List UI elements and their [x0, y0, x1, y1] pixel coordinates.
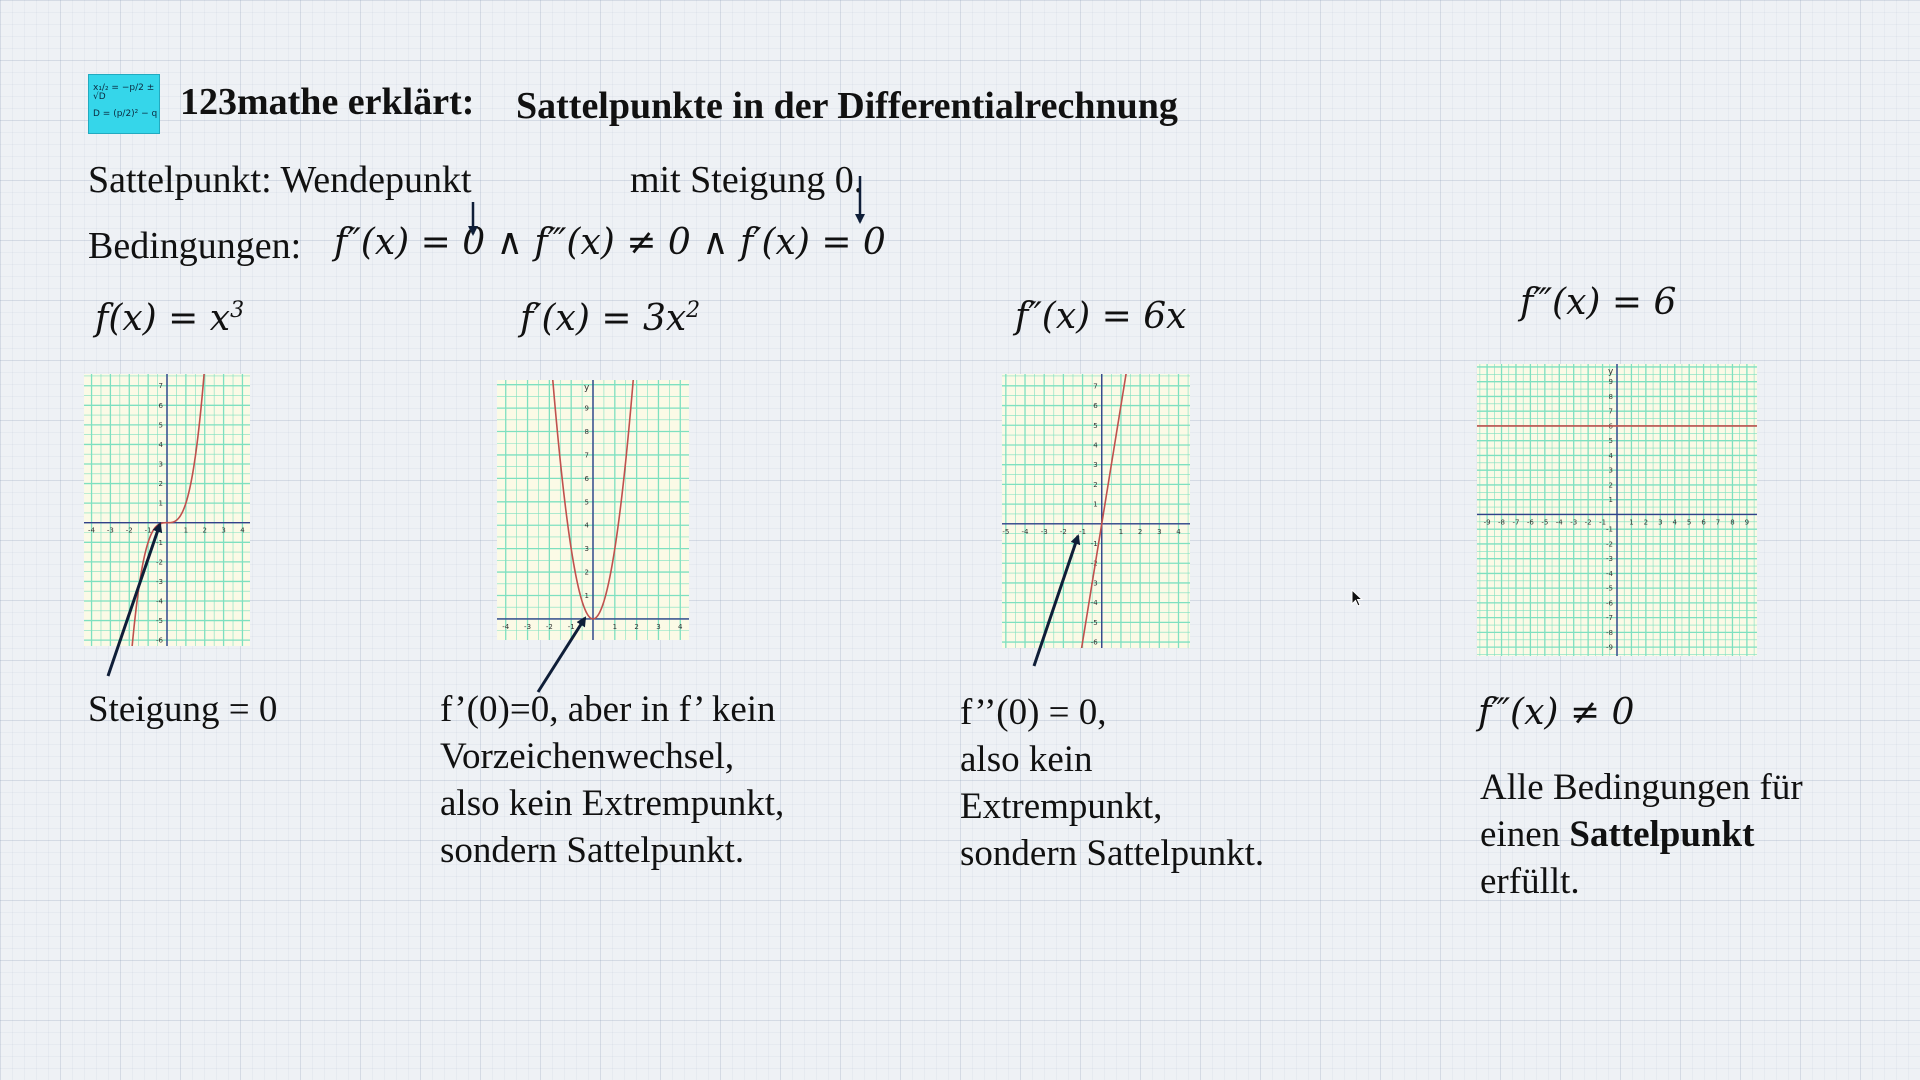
x-tick-label: 2 [1137, 527, 1143, 536]
y-tick-label: -1 [1606, 525, 1613, 534]
x-tick-label: -1 [567, 622, 575, 631]
y-tick-label: -4 [1606, 569, 1613, 578]
y-axis-label: y [584, 383, 590, 393]
arrow-parabola [538, 618, 585, 692]
x-tick-label: -6 [1526, 518, 1534, 527]
y-tick-label: 5 [1608, 437, 1613, 446]
x-tick-label: -3 [524, 622, 532, 631]
y-tick-label: -4 [1090, 599, 1098, 608]
y-tick-label: 2 [158, 480, 163, 489]
definition-part2: mit Steigung 0. [630, 159, 864, 201]
definition-part1: Sattelpunkt: Wendepunkt [88, 159, 472, 201]
x-tick-label: -2 [125, 526, 133, 535]
x-tick-label: -1 [1079, 527, 1087, 536]
y-tick-label: 4 [158, 440, 163, 449]
logo-formula-1: x₁/₂ = −p/2 ± √D [93, 83, 155, 102]
x-tick-label: 7 [1715, 518, 1721, 527]
x-tick-label: 4 [1672, 518, 1677, 527]
page-title: Sattelpunkte in der Differentialrechnung [516, 85, 1178, 127]
x-tick-label: 2 [1643, 518, 1649, 527]
y-tick-label: 3 [584, 545, 589, 554]
x-tick-label: 4 [240, 526, 245, 535]
x-tick-label: 5 [1686, 518, 1692, 527]
x-tick-label: 6 [1701, 518, 1706, 527]
x-tick-label: 4 [1176, 527, 1181, 536]
x-tick-label: -9 [1483, 518, 1491, 527]
y-tick-label: -3 [1090, 579, 1098, 588]
x-tick-label: 2 [634, 622, 639, 631]
condition-third-derivative: f‴(x) ≠ 0 [1478, 692, 1635, 733]
y-tick-label: -6 [1090, 638, 1098, 647]
conditions-label: Bedingungen: [88, 225, 302, 267]
y-tick-label: 2 [1608, 481, 1613, 490]
x-tick-label: 4 [678, 622, 683, 631]
x-tick-label: -4 [502, 622, 510, 631]
y-tick-label: -7 [1606, 614, 1613, 623]
formula-f-prime: $f'(x) = 3x^2$ [520, 298, 701, 339]
y-tick-label: 9 [1608, 378, 1613, 387]
formula-f-third: f‴(x) = 6 [1520, 282, 1677, 323]
note-line: f’’(0) = 0, also kein Extrempunkt, sondern Sattelpunkt. [960, 692, 1265, 874]
y-tick-label: 7 [1093, 382, 1098, 391]
y-tick-label: 6 [1093, 402, 1098, 411]
note-parabola: f’(0)=0, aber in f’ kein Vorzeichenwechsel, also kein Extrempunkt, sondern Sattelpunkt. [440, 689, 785, 871]
x-tick-label: -5 [1541, 518, 1549, 527]
x-tick-label: 3 [221, 526, 226, 535]
y-tick-label: -4 [156, 597, 163, 606]
x-tick-label: -2 [1584, 518, 1592, 527]
y-tick-label: 1 [1608, 496, 1613, 505]
y-tick-label: -8 [1606, 628, 1613, 637]
x-tick-label: 3 [1658, 518, 1663, 527]
y-tick-label: 1 [158, 499, 163, 508]
x-tick-label: -2 [1059, 527, 1067, 536]
y-tick-label: 1 [1093, 500, 1098, 509]
y-tick-label: -3 [156, 577, 163, 586]
y-tick-label: 6 [158, 401, 163, 410]
x-tick-label: 1 [1118, 527, 1124, 536]
x-tick-label: 2 [202, 526, 207, 535]
y-tick-label: 5 [158, 421, 163, 430]
x-tick-label: -8 [1498, 518, 1506, 527]
y-tick-label: 4 [1608, 451, 1613, 460]
y-tick-label: 4 [584, 521, 589, 530]
arrow-line [1034, 536, 1078, 666]
y-tick-label: 6 [1608, 422, 1613, 431]
y-tick-label: 6 [584, 474, 589, 483]
y-tick-label: 5 [1093, 421, 1098, 430]
y-tick-label: -2 [1090, 559, 1098, 568]
y-tick-label: 3 [1608, 466, 1613, 475]
formula-f: $f(x) = x^3$ [95, 298, 245, 339]
y-tick-label: 7 [1608, 407, 1613, 416]
y-axis-label: y [1608, 367, 1614, 377]
x-tick-label: -1 [144, 526, 152, 535]
y-tick-label: 3 [1093, 461, 1098, 470]
y-tick-label: -6 [1606, 599, 1613, 608]
logo-formula-2: D = (p/2)² − q [93, 109, 158, 119]
x-tick-label: -7 [1512, 518, 1520, 527]
formula-f-second: f″(x) = 6x [1015, 296, 1187, 337]
x-tick-label: -1 [1599, 518, 1607, 527]
arrow-cubic [108, 524, 160, 676]
conditions-formula: f″(x) = 0 ∧ f‴(x) ≠ 0 ∧ f′(x) = 0 [334, 222, 886, 263]
x-tick-label: -2 [545, 622, 553, 631]
y-tick-label: -5 [156, 617, 163, 626]
x-tick-label: 8 [1730, 518, 1735, 527]
y-tick-label: 2 [1093, 480, 1098, 489]
x-tick-label: 3 [1157, 527, 1162, 536]
y-tick-label: -3 [1606, 555, 1613, 564]
x-tick-label: 3 [656, 622, 661, 631]
y-tick-label: -9 [1606, 643, 1613, 652]
brand-label: 123mathe erklärt: [180, 81, 475, 123]
y-tick-label: 7 [584, 451, 589, 460]
note-conclusion: Alle Bedingungen für einen Sattelpunkt erfüllt. [1480, 767, 1803, 902]
x-tick-label: -3 [1570, 518, 1578, 527]
y-tick-label: -1 [1090, 540, 1098, 549]
mouse-cursor-icon [1351, 589, 1365, 609]
x-tick-label: 1 [1629, 518, 1634, 527]
y-tick-label: -5 [1090, 618, 1098, 627]
y-tick-label: 3 [158, 460, 163, 469]
y-tick-label: 9 [584, 404, 589, 413]
x-tick-label: -4 [1555, 518, 1563, 527]
y-tick-label: -6 [156, 636, 163, 645]
x-tick-label: -3 [1040, 527, 1048, 536]
y-tick-label: -1 [156, 538, 163, 547]
y-tick-label: 7 [158, 382, 163, 391]
x-tick-label: -3 [106, 526, 114, 535]
y-tick-label: -2 [1606, 540, 1613, 549]
x-tick-label: 1 [612, 622, 618, 631]
y-tick-label: 4 [1093, 441, 1098, 450]
y-tick-label: 2 [584, 568, 589, 577]
x-tick-label: -4 [88, 526, 96, 535]
y-tick-label: -5 [1606, 584, 1613, 593]
y-tick-label: 5 [584, 498, 589, 507]
x-tick-label: 1 [183, 526, 189, 535]
x-tick-label: -4 [1021, 527, 1029, 536]
y-tick-label: 1 [584, 591, 589, 600]
x-tick-label: -5 [1002, 527, 1010, 536]
y-tick-label: -2 [156, 558, 163, 567]
y-tick-label: 8 [1608, 392, 1613, 401]
x-tick-label: 9 [1744, 518, 1750, 527]
note-cubic: Steigung = 0 [88, 689, 278, 730]
y-tick-label: 8 [584, 428, 589, 437]
